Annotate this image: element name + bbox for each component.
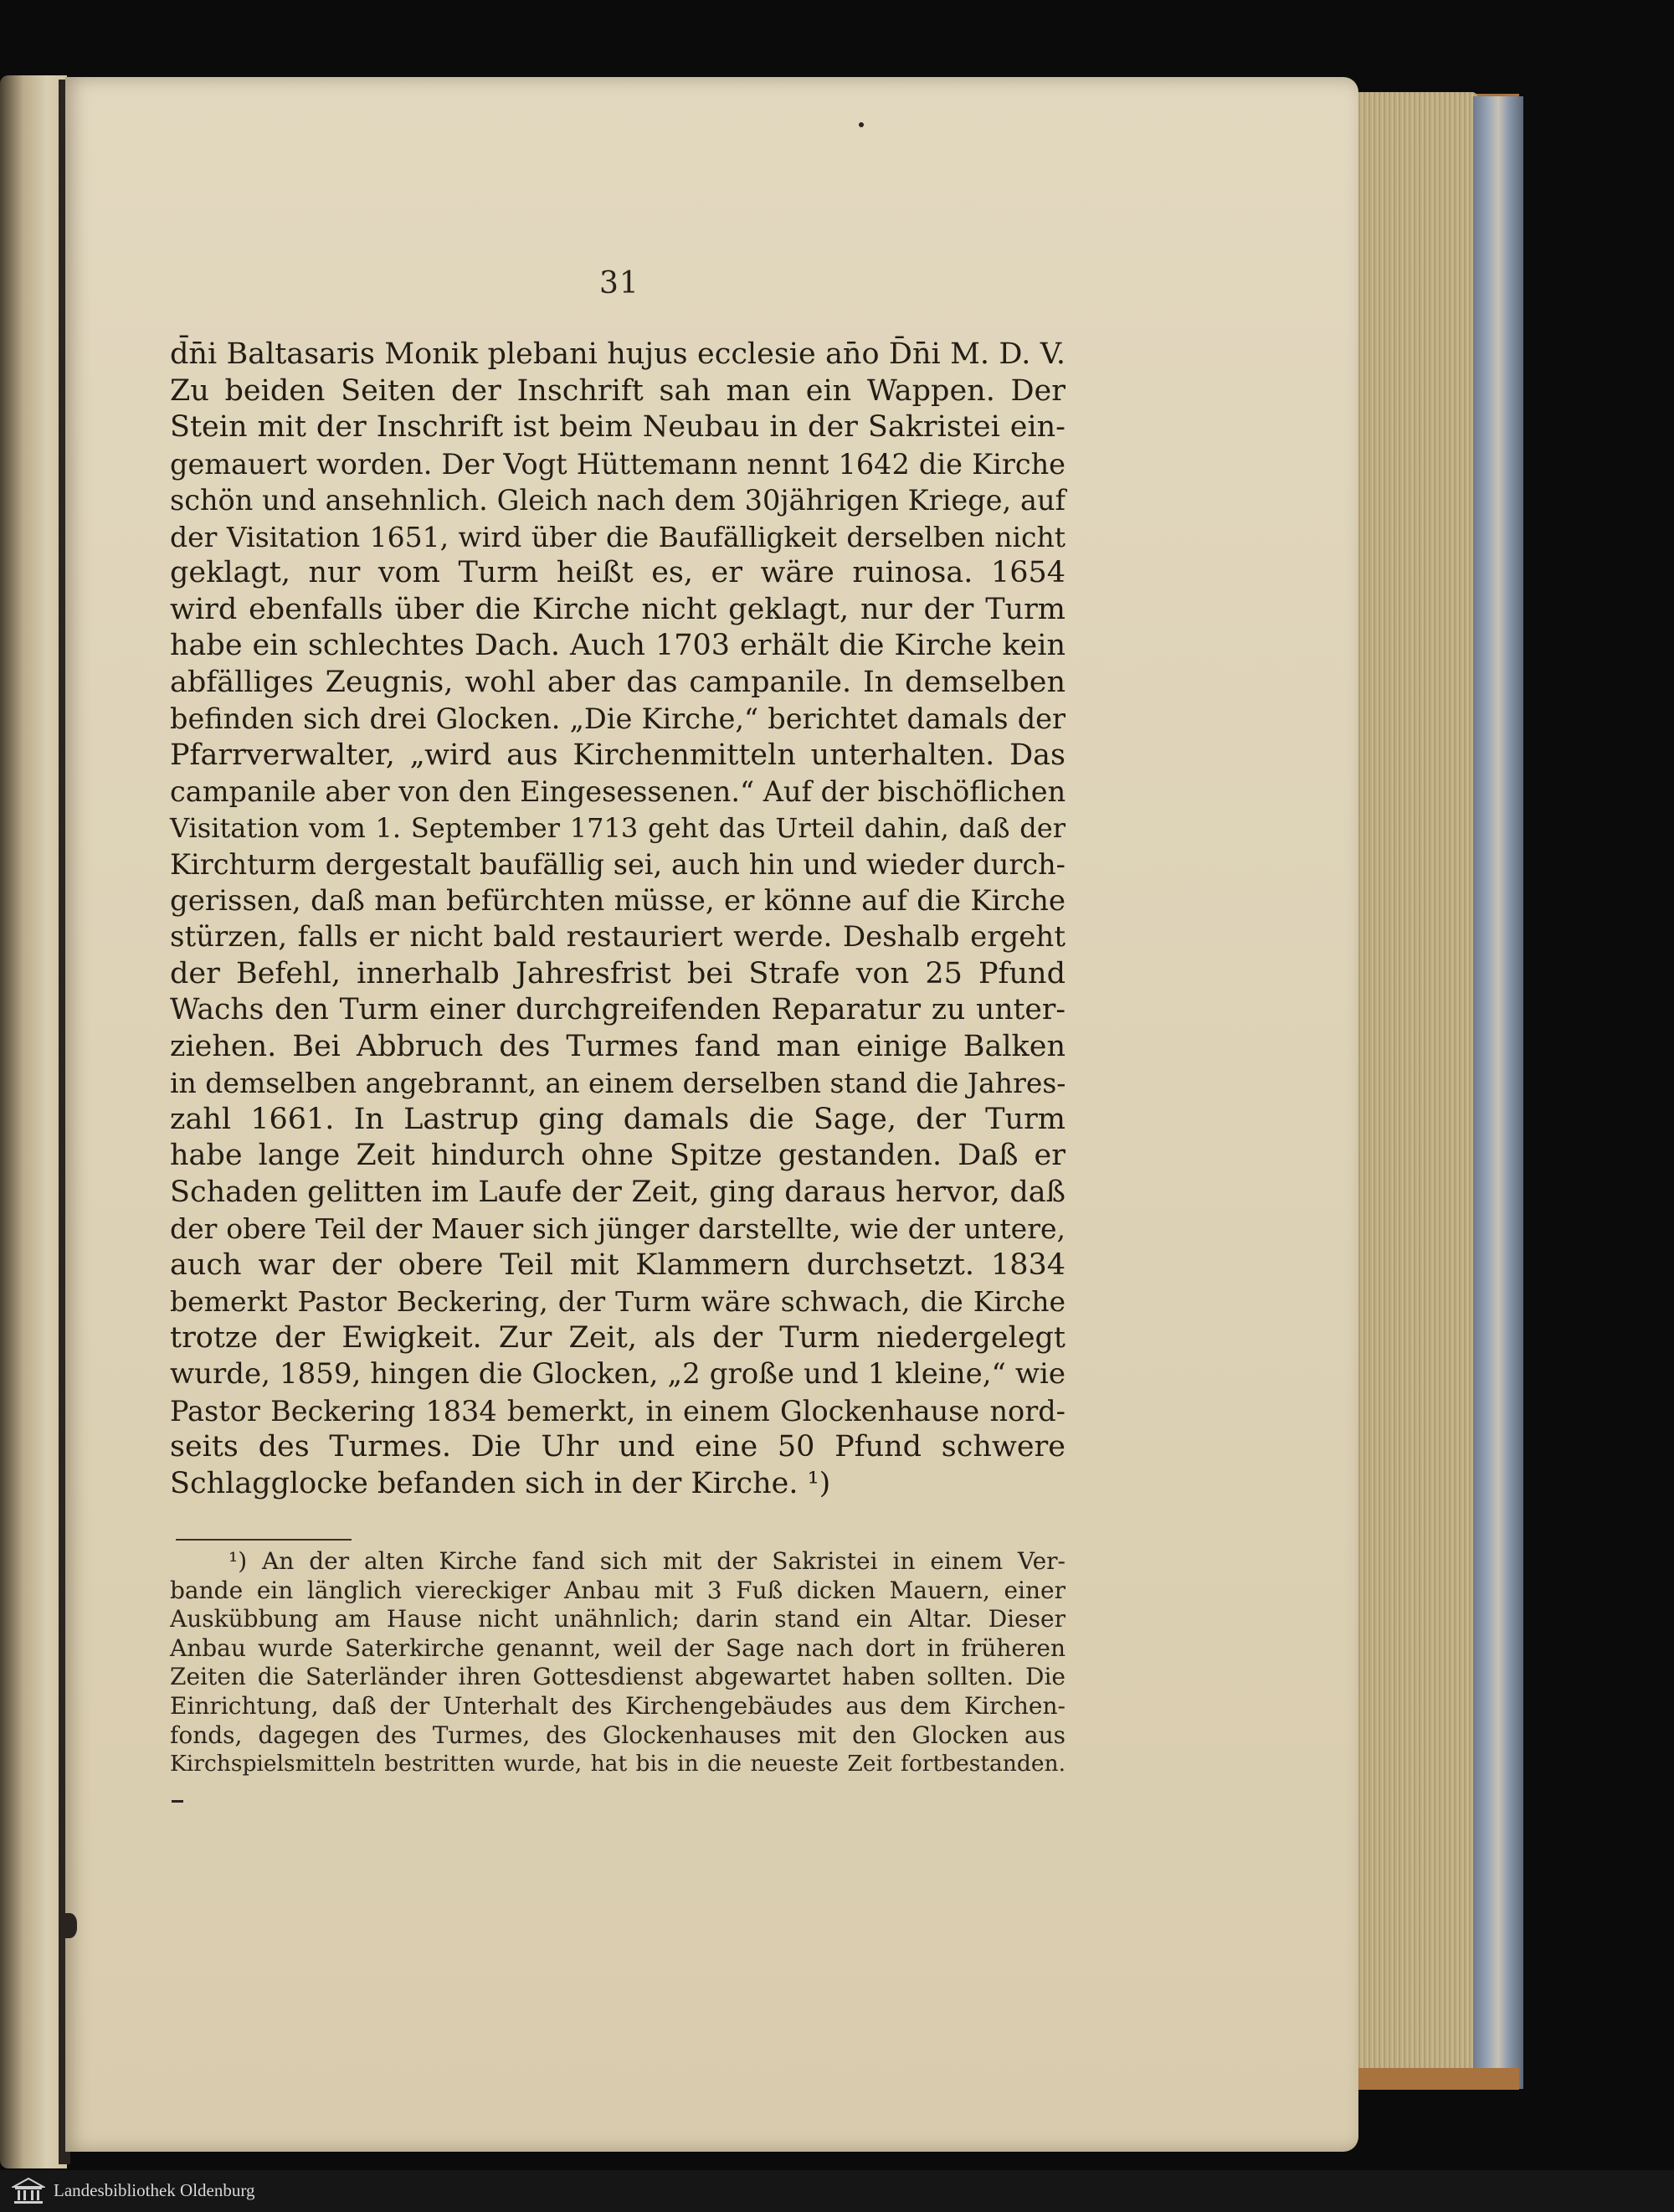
text-line: wurde, 1859, hingen die Glocken, „2 große und 1 kleine,“ wie — [170, 1357, 1066, 1391]
text-line: der Visitation 1651, wird über die Baufälligkeit derselben nicht — [170, 520, 1066, 553]
page-number: 31 — [599, 266, 639, 301]
library-name: Landesbibliothek Oldenburg — [54, 2180, 255, 2200]
page-block-edge — [1356, 92, 1477, 2089]
left-page-edge — [0, 75, 67, 2168]
text-line: der Befehl, innerhalb Jahresfrist bei Strafe von 25 Pfund — [170, 956, 1066, 990]
footnote-line: Einrichtung, daß der Unterhalt des Kirchengebäudes aus dem Kirchen- — [170, 1691, 1066, 1720]
text-line: auch war der obere Teil mit Klammern durchsetzt. 1834 — [170, 1247, 1066, 1282]
footnote-line: fonds, dagegen des Turmes, des Glockenhauses mit den Glocken aus — [170, 1721, 1066, 1749]
text-line: Visitation vom 1. September 1713 geht das Urteil dahin, daß der — [170, 811, 1066, 844]
text-line: wird ebenfalls über die Kirche nicht geklagt, nur der Turm — [170, 592, 1066, 626]
text-line: befinden sich drei Glocken. „Die Kirche,“ berichtet damals der — [170, 702, 1066, 735]
text-line: Pastor Beckering 1834 bemerkt, in einem Glockenhause nord- — [170, 1394, 1066, 1428]
text-line: seits des Turmes. Die Uhr und eine 50 Pfund schwere — [170, 1430, 1066, 1464]
text-line: ziehen. Bei Abbruch des Turmes fand man einige Balken — [170, 1029, 1066, 1063]
text-line: stürzen, falls er nicht bald restauriert werde. Deshalb ergeht — [170, 920, 1066, 954]
footnote-line: Kirchspielsmitteln bestritten wurde, hat bis in die neueste Zeit fortbestanden. — [170, 1751, 1066, 1777]
library-building-icon — [12, 2177, 45, 2205]
footnote-rule — [176, 1539, 352, 1541]
text-line: gemauert worden. Der Vogt Hüttemann nennt 1642 die Kirche — [170, 447, 1066, 481]
text-line: d̄n̄i Baltasaris Monik plebani hujus ecclesie an̄o D̄n̄i M. D. V. — [170, 337, 1066, 371]
ink-dot — [859, 122, 864, 127]
text-line: schön und ansehnlich. Gleich nach dem 30jährigen Kriege, auf — [170, 484, 1066, 517]
text-line: trotze der Ewigkeit. Zur Zeit, als der Turm niedergelegt — [170, 1320, 1066, 1355]
text-line: Wachs den Turm einer durchgreifenden Reparatur zu unter- — [170, 993, 1066, 1026]
text-line: campanile aber von den Eingesessenen.“ Auf der bischöflichen — [170, 775, 1066, 808]
text-line: Zu beiden Seiten der Inschrift sah man ein Wappen. Der — [170, 373, 1066, 408]
text-line: Pfarrverwalter, „wird aus Kirchenmitteln unterhalten. Das — [170, 738, 1066, 772]
footnotes — [170, 1547, 1066, 1779]
text-line: Kirchturm dergestalt baufällig sei, auch hin und wieder durch- — [170, 848, 1066, 881]
text-line: geklagt, nur vom Turm heißt es, er wäre ruinosa. 1654 — [170, 556, 1066, 589]
book-cover-bottom — [1352, 2068, 1519, 2090]
footnote-line: Zeiten die Saterländer ihren Gottesdienst abgewartet haben sollten. Die — [170, 1663, 1066, 1691]
ink-mark — [59, 1913, 77, 1938]
marbled-cover-edge — [1473, 96, 1523, 2089]
text-line: abfälliges Zeugnis, wohl aber das campanile. In demselben — [170, 665, 1066, 699]
footnote-line: Anbau wurde Saterkirche genannt, weil der Sage nach dort in früheren — [170, 1633, 1066, 1662]
body-text — [170, 337, 1066, 1502]
text-line: Stein mit der Inschrift ist beim Neubau in der Sakristei ein- — [170, 410, 1066, 444]
text-line: habe lange Zeit hindurch ohne Spitze gestanden. Daß er — [170, 1139, 1066, 1172]
text-line: zahl 1661. In Lastrup ging damals die Sage, der Turm — [170, 1102, 1066, 1136]
text-line: Schlagglocke befanden sich in der Kirche. ¹) — [170, 1466, 831, 1500]
text-line: der obere Teil der Mauer sich jünger darstellte, wie der untere, — [170, 1212, 1066, 1245]
footnote-line: ¹) An der alten Kirche fand sich mit der Sakristei in einem Ver- — [229, 1547, 1066, 1575]
text-line: Schaden gelitten im Laufe der Zeit, ging daraus hervor, daß — [170, 1175, 1066, 1209]
text-line: gerissen, daß man befürchten müsse, er könne auf die Kirche — [170, 883, 1066, 918]
text-line: in demselben angebrannt, an einem derselben stand die Jahres- — [170, 1067, 1066, 1099]
footnote-line: bande ein länglich viereckiger Anbau mit 3 Fuß dicken Mauern, einer — [170, 1576, 1066, 1604]
footnote-line: Auskübbung am Hause nicht unähnlich; darin stand ein Altar. Dieser — [170, 1605, 1066, 1633]
ink-mark — [172, 1800, 183, 1803]
text-line: habe ein schlechtes Dach. Auch 1703 erhält die Kirche kein — [170, 629, 1066, 662]
text-line: bemerkt Pastor Beckering, der Turm wäre schwach, die Kirche — [170, 1285, 1066, 1318]
